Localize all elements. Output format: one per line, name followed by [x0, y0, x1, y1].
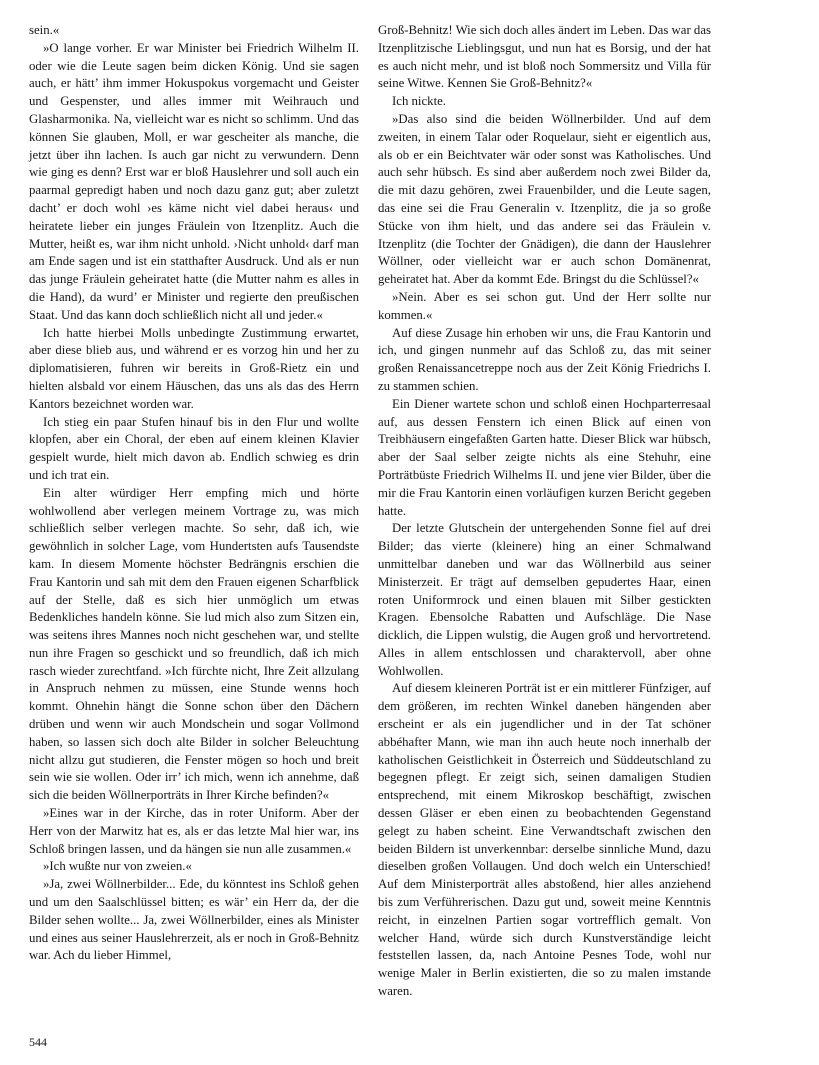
- paragraph: »Nein. Aber es sei schon gut. Und der Herr sollte nur kommen.«: [378, 289, 711, 322]
- paragraph: Ein Diener wartete schon und schloß einen Hochparterresaal auf, aus dessen Fenstern ich einen Blick auf einen von Treibhäusern eingefaßten Garten hatte. Dieser Blick war hübsch, aber der Saal selber zeigte nichts als eine Stehuhr, eine Porträtbüste Friedrich Wilhelms II. und jene vier Bilder, über die mir die Frau Kantorin einen vorläufigen kurzen Bericht gegeben hatte.: [378, 396, 711, 518]
- paragraph: »Eines war in der Kirche, das in roter Uniform. Aber der Herr von der Marwitz hat es, als er das letzte Mal hier war, ins Schloß bringen lassen, und da hängen sie nun alle zusammen.«: [29, 806, 359, 856]
- paragraph: Ich stieg ein paar Stufen hinauf bis in den Flur und wollte klopfen, aber ein Choral, der eben auf einem kleinen Klavier gespielt wurde, hielt mich davon ab. Endlich schwieg es drin und ich trat ein.: [29, 414, 359, 482]
- paragraph: »O lange vorher. Er war Minister bei Friedrich Wilhelm II. oder wie die Leute sagen beim dicken König. Und sie sagen auch, er hätt’ ihm immer Hokuspokus vorgemacht und Geister und Gespenster, und alles immer mit Weihrauch und Glasharmonika. Na, vielleicht war es nicht so schlimm. Und das können Sie glauben, Moll, er war gescheiter als manche, die jetzt über ihn lachen. Is auch gar nicht zu verwundern. Denn wie ging es denn? Erst war er bloß Hauslehrer und soll auch ein paarmal gepredigt haben und noch dazu ganz gut; aber zuletzt dacht’ er doch wohl ›es käme nicht viel dabei heraus‹ und heiratete lieber ein junges Fräulein von Itzenplitz. Auch die Mutter, heißt es, war ihm nicht unhold. ›Nicht unhold‹ darf man am Ende sagen und ist ein statthafter Ausdruck. Und als er nun das junge Fräulein geheiratet hatte (die Mutter nahm es alles in die Hand), da wurd’ er Minister und regierte den preußischen Staat. Und das kann doch schließlich nicht all und jeder.«: [29, 40, 359, 322]
- paragraph: Ein alter würdiger Herr empfing mich und hörte wohlwollend aber verlegen meinem Vortrage zu, was mich schließlich selber verlegen machte. So sehr, daß ich, wie gewöhnlich in solcher Lage, vom Hundertsten aufs Tausendste kam. In diesem Momente höchster Bedrängnis erschien die Frau Kantorin und sah mit dem den Frauen eigenen Scharfblick auf der Stelle, daß es sich hier unmöglich um etwas Bedenkliches handeln könne. Sie lud mich also zum Sitzen ein, was seitens ihres Mannes noch nicht geschehen war, und stellte nun ihre Fragen so geschickt und so freundlich, daß ich mich rasch wieder zurechtfand. »Ich fürchte nicht, Ihre Zeit allzulang in Anspruch nehmen zu müssen, eine Stunde wenns hoch kommt. Ohnehin hängt die Sonne schon über den Dächern drüben und wenn wir auch Mondschein und sogar Vollmond haben, so lassen sich doch alte Bilder in solcher Beleuchtung nicht allzu gut studieren, die Fenster mögen so hoch und breit sein wie sie wollen. Oder irr’ ich mich, wenn ich annehme, daß sich die beiden Wöllnerporträts in Ihrer Kirche befinden?«: [29, 485, 359, 803]
- page-number: 544: [29, 1035, 47, 1049]
- left-column: [29, 22, 359, 965]
- right-column: [378, 22, 711, 1001]
- paragraph: Auf diese Zusage hin erhoben wir uns, die Frau Kantorin und ich, und gingen nunmehr auf das Schloß zu, das mit seiner großen Renaissancetreppe noch aus der Zeit König Friedrichs I. zu stammen schien.: [378, 325, 711, 393]
- paragraph: »Ja, zwei Wöllnerbilder... Ede, du könntest ins Schloß gehen und um den Saalschlüssel bitten; es wär’ ein Herr da, der die Bilder sehen wollte... Ja, zwei Wöllnerbilder, eines als Minister und eines aus seiner Hauslehrerzeit, als er noch in Groß-Behnitz war. Ach du lieber Himmel,: [29, 877, 359, 963]
- paragraph: Ich hatte hierbei Molls unbedingte Zustimmung erwartet, aber diese blieb aus, und während er es vorzog hin und her zu diplomatisieren, fuhren wir bereits in Groß-Rietz ein und hielten alsbald vor einem Häuschen, das uns als das des Herrn Kantors bezeichnet worden war.: [29, 325, 359, 411]
- paragraph: Der letzte Glutschein der untergehenden Sonne fiel auf drei Bilder; das vierte (kleinere) hing an einer Schmalwand unmittelbar daneben und war das Wöllnerbild aus seiner Ministerzeit. Er trägt auf demselben gepudertes Haar, einen roten Uniformrock und einen blauen mit Silber gestickten Kragen. Ebensolche Rabatten und Aufschläge. Die Nase dicklich, die Lippen wulstig, die Augen groß und hervortretend. Alles in allem entschlossen und charaktervoll, aber ohne Wohlwollen.: [378, 521, 711, 678]
- paragraph: Ich nickte.: [392, 94, 447, 109]
- paragraph: Groß-Behnitz! Wie sich doch alles ändert im Leben. Das war das Itzenplitzische Lieblingsgut, und nun hat es Borsig, und der hat es auch nicht mehr, und ist bloß noch Sommersitz und Villa für seine Witwe. Kennen Sie Groß-Behnitz?«: [378, 23, 711, 91]
- paragraph: sein.«: [29, 23, 60, 37]
- paragraph: Auf diesem kleineren Porträt ist er ein mittlerer Fünfziger, auf dem größeren, im rechten Winkel daneben hängenden aber erscheint er als ein jugendlicher und in der Tat schöner abbéhafter Mann, wie man ihn auch heute noch innerhalb der katholischen Geistlichkeit in Österreich und Süddeutschland zu begegnen pflegt. Er zeigt sich, seinen damaligen Studien entsprechend, mit einem Mikroskop beschäftigt, zwischen dessen Gläser er eben einen zu beobachtenden Gegenstand gelegt zu haben scheint. Eine Verwandtschaft zwischen den beiden Bildern ist unverkennbar: derselbe sinnliche Mund, dazu dieselben großen Vollaugen. Und doch welch ein Unterschied! Auf dem Ministerporträt alles abstoßend, hier alles anziehend bis zum Verführerischen. Dazu gut und, soweit meine Kenntnis reicht, in einzelnen Partien sogar vortrefflich gemalt. Von welcher Hand, würde sich durch Kunstverständige leicht feststellen lassen, da, nach Antoine Pesnes Tode, wohl nur wenige Maler in Berlin existierten, die so zu malen imstande waren.: [378, 681, 711, 999]
- paragraph: »Das also sind die beiden Wöllnerbilder. Und auf dem zweiten, in einem Talar oder Roquelaur, sieht er eigentlich aus, als ob er ein Beichtvater wär oder sonst was Katholisches. Und auch sehr hübsch. Es sind aber außerdem noch zwei Bilder da, die mit dazu gehören, zwei Frauenbilder, und die Leute sagen, das eine sei die Frau Generalin v. Itzenplitz, die ja so große Stücke von ihm hielt, und das andere sei das Fräulein v. Itzenplitz (die Tochter der Gnädigen), die dann der Hauslehrer Wöllner, oder vielleicht war er auch schon Domänenrat, geheiratet hat. Aber da kommt Ede. Bringst du die Schlüssel?«: [378, 111, 711, 287]
- paragraph: »Ich wußte nur von zweien.«: [43, 859, 192, 874]
